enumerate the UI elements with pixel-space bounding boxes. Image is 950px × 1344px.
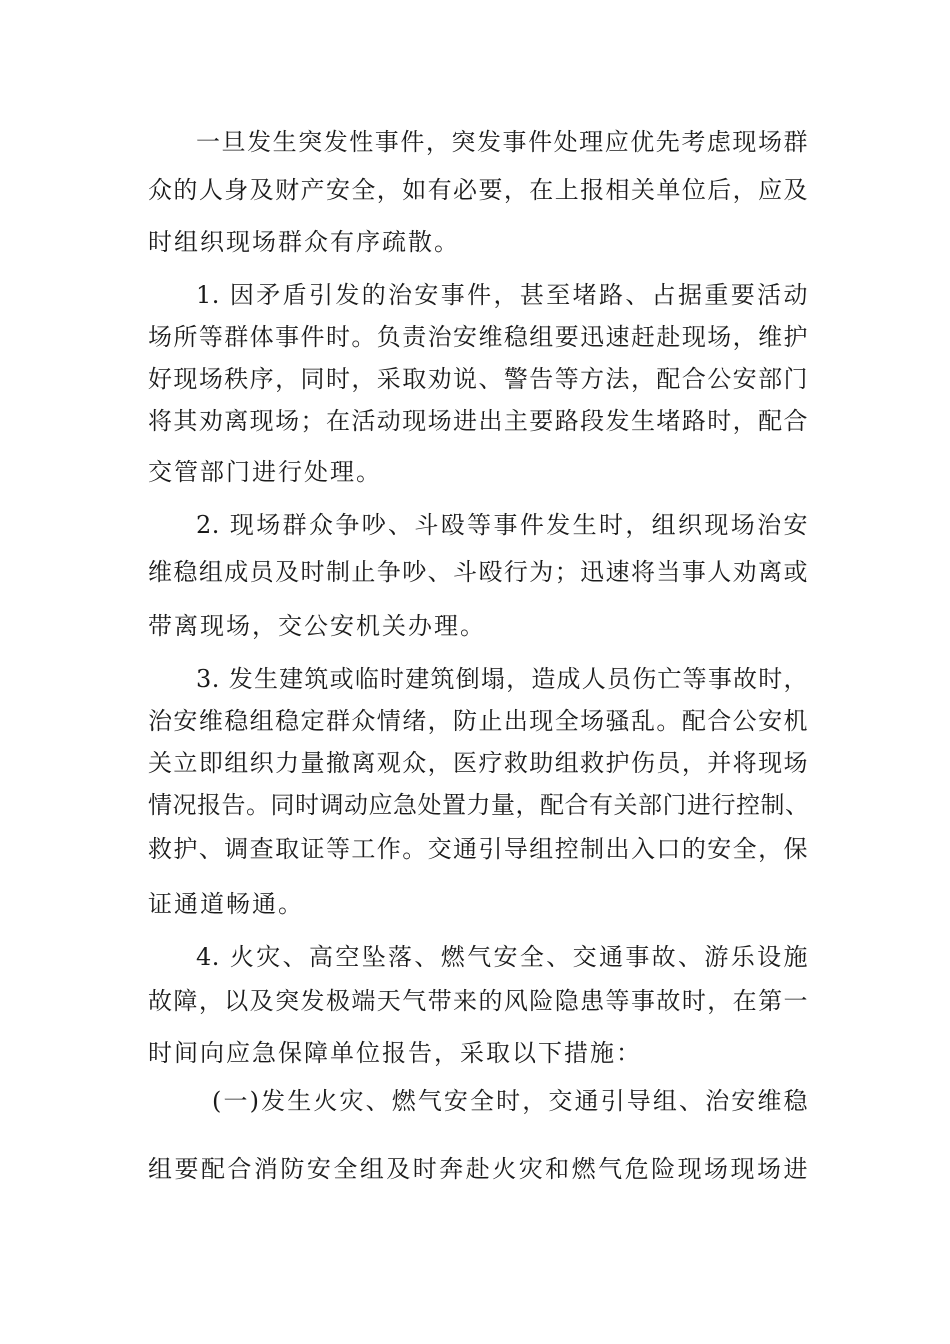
paragraph-2-line-1: 1. 因矛盾引发的治安事件，甚至堵路、占据重要活动 <box>196 281 808 309</box>
paragraph-2-line-3: 好现场秩序，同时，采取劝说、警告等方法，配合公安部门 <box>148 365 808 393</box>
paragraph-4-line-3: 关立即组织力量撤离观众，医疗救助组救护伤员，并将现场 <box>148 749 808 777</box>
paragraph-5-line-3: 时间向应急保障单位报告，采取以下措施： <box>148 1039 642 1067</box>
paragraph-1-line-2: 众的人身及财产安全，如有必要，在上报相关单位后，应及 <box>148 176 808 204</box>
paragraph-4-line-4: 情况报告。同时调动应急处置力量，配合有关部门进行控制、 <box>148 791 810 819</box>
paragraph-4-line-6: 证通道畅通。 <box>148 890 304 918</box>
paragraph-5-line-1: 4. 火灾、高空坠落、燃气安全、交通事故、游乐设施 <box>196 943 808 971</box>
paragraph-6-line-1: (一)发生火灾、燃气安全时，交通引导组、治安维稳 <box>212 1087 808 1115</box>
paragraph-3-line-3: 带离现场，交公安机关办理。 <box>148 612 486 640</box>
paragraph-1-line-1: 一旦发生突发性事件，突发事件处理应优先考虑现场群 <box>196 128 808 156</box>
paragraph-1-line-3: 时组织现场群众有序疏散。 <box>148 228 460 256</box>
paragraph-2-line-4: 将其劝离现场；在活动现场进出主要路段发生堵路时，配合 <box>148 407 808 435</box>
paragraph-3-line-1: 2. 现场群众争吵、斗殴等事件发生时，组织现场治安 <box>196 511 808 539</box>
paragraph-4-line-2: 治安维稳组稳定群众情绪，防止出现全场骚乱。配合公安机 <box>148 707 808 735</box>
paragraph-2-line-5: 交管部门进行处理。 <box>148 458 382 486</box>
paragraph-4-line-1: 3. 发生建筑或临时建筑倒塌，造成人员伤亡等事故时， <box>196 665 808 693</box>
paragraph-5-line-2: 故障，以及突发极端天气带来的风险隐患等事故时，在第一 <box>148 987 808 1015</box>
paragraph-2-line-2: 场所等群体事件时。负责治安维稳组要迅速赶赴现场，维护 <box>148 323 808 351</box>
paragraph-3-line-2: 维稳组成员及时制止争吵、斗殴行为；迅速将当事人劝离或 <box>148 558 808 586</box>
paragraph-6-line-2: 组要配合消防安全组及时奔赴火灾和燃气危险现场现场进 <box>148 1155 808 1183</box>
paragraph-4-line-5: 救护、调查取证等工作。交通引导组控制出入口的安全，保 <box>148 835 808 863</box>
